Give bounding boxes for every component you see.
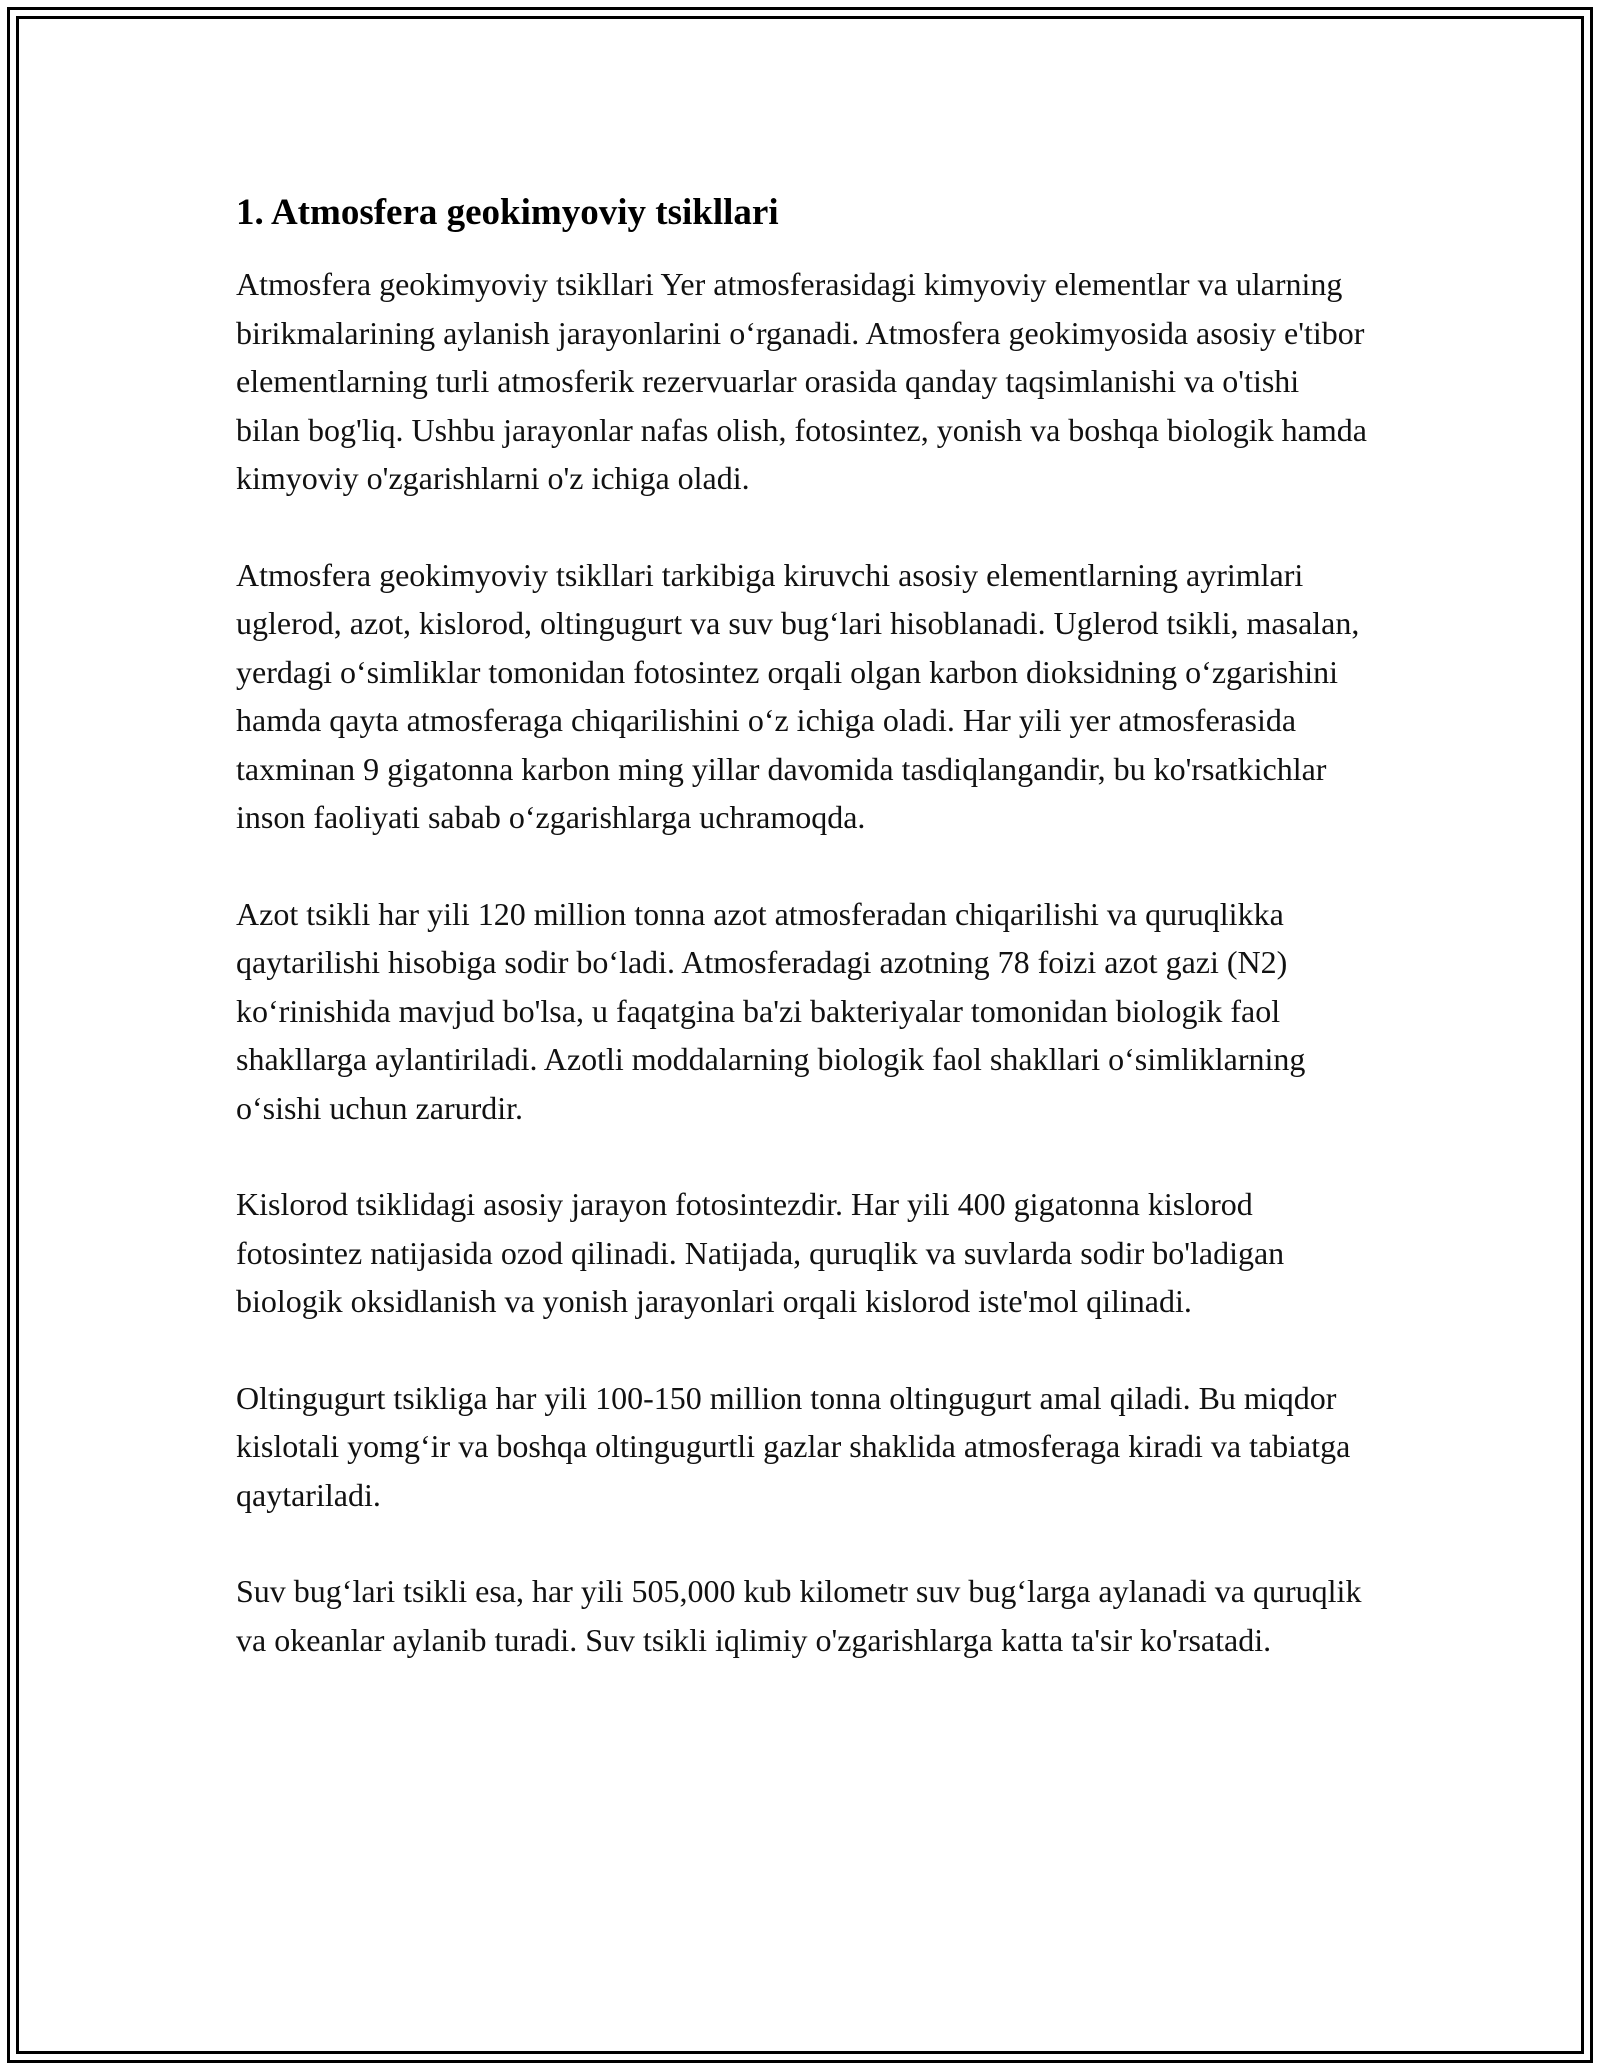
paragraph-nitrogen-cycle: Azot tsikli har yili 120 million tonna azot atmosferadan chiqarilishi va quruqlikka qaytarilishi hisobiga sodir bo‘ladi. Atmosferadagi azotning 78 foizi azot gazi (N2) ko‘rinishida mavjud bo'lsa, u faqatgina ba'zi bakteriyalar tomonidan biologik faol shakllarga aylantiriladi. Azotli moddalarning biologik faol shakllari o‘simliklarning o‘sishi uchun zarurdir. <box>236 895 1306 1126</box>
paragraph-carbon-cycle: Atmosfera geokimyoviy tsikllari tarkibiga kiruvchi asosiy elementlarning ayrimlari uglerod, azot, kislorod, oltingugurt va suv bug‘lari hisoblanadi. Uglerod tsikli, masalan, yerdagi o‘simliklar tomonidan fotosintez orqali olgan karbon dioksidning o‘zgarishini hamda qayta atmosferaga chiqarilishini o‘z ichiga oladi. Har yili yer atmosferasida taxminan 9 gigatonna karbon ming yillar davomida tasdiqlangandir, bu ko'rsatkichlar inson faoliyati sabab o‘zgarishlarga uchramoqda. <box>236 556 1360 835</box>
document-body <box>236 188 1371 1664</box>
section-heading: 1. Atmosfera geokimyoviy tsikllari <box>236 192 779 233</box>
paragraph-oxygen-cycle: Kislorod tsiklidagi asosiy jarayon fotosintezdir. Har yili 400 gigatonna kislorod fotosintez natijasida ozod qilinadi. Natijada, quruqlik va suvlarda sodir bo'ladigan biologik oksidlanish va yonish jarayonlari orqali kislorod iste'mol qilinadi. <box>236 1186 1285 1319</box>
paragraph-intro: Atmosfera geokimyoviy tsikllari Yer atmosferasidagi kimyoviy elementlar va ularning birikmalarining aylanish jarayonlarini o‘rganadi. Atmosfera geokimyosida asosiy e'tibor elementlarning turli atmosferik rezervuarlar orasida qanday taqsimlanishi va o'tishi bilan bog'liq. Ushbu jarayonlar nafas olish, fotosintez, yonish va boshqa biologik hamda kimyoviy o'zgarishlarni o'z ichiga oladi. <box>236 266 1367 496</box>
paragraph-sulfur-cycle: Oltingugurt tsikliga har yili 100-150 million tonna oltingugurt amal qiladi. Bu miqdor kislotali yomg‘ir va boshqa oltingugurtli gazlar shaklida atmosferaga kiradi va tabiatga qaytariladi. <box>236 1379 1351 1513</box>
paragraph-water-vapor-cycle: Suv bug‘lari tsikli esa, har yili 505,000 kub kilometr suv bug‘larga aylanadi va quruqlik va okeanlar aylanib turadi. Suv tsikli iqlimiy o'zgarishlarga katta ta'sir ko'rsatadi. <box>236 1573 1362 1658</box>
